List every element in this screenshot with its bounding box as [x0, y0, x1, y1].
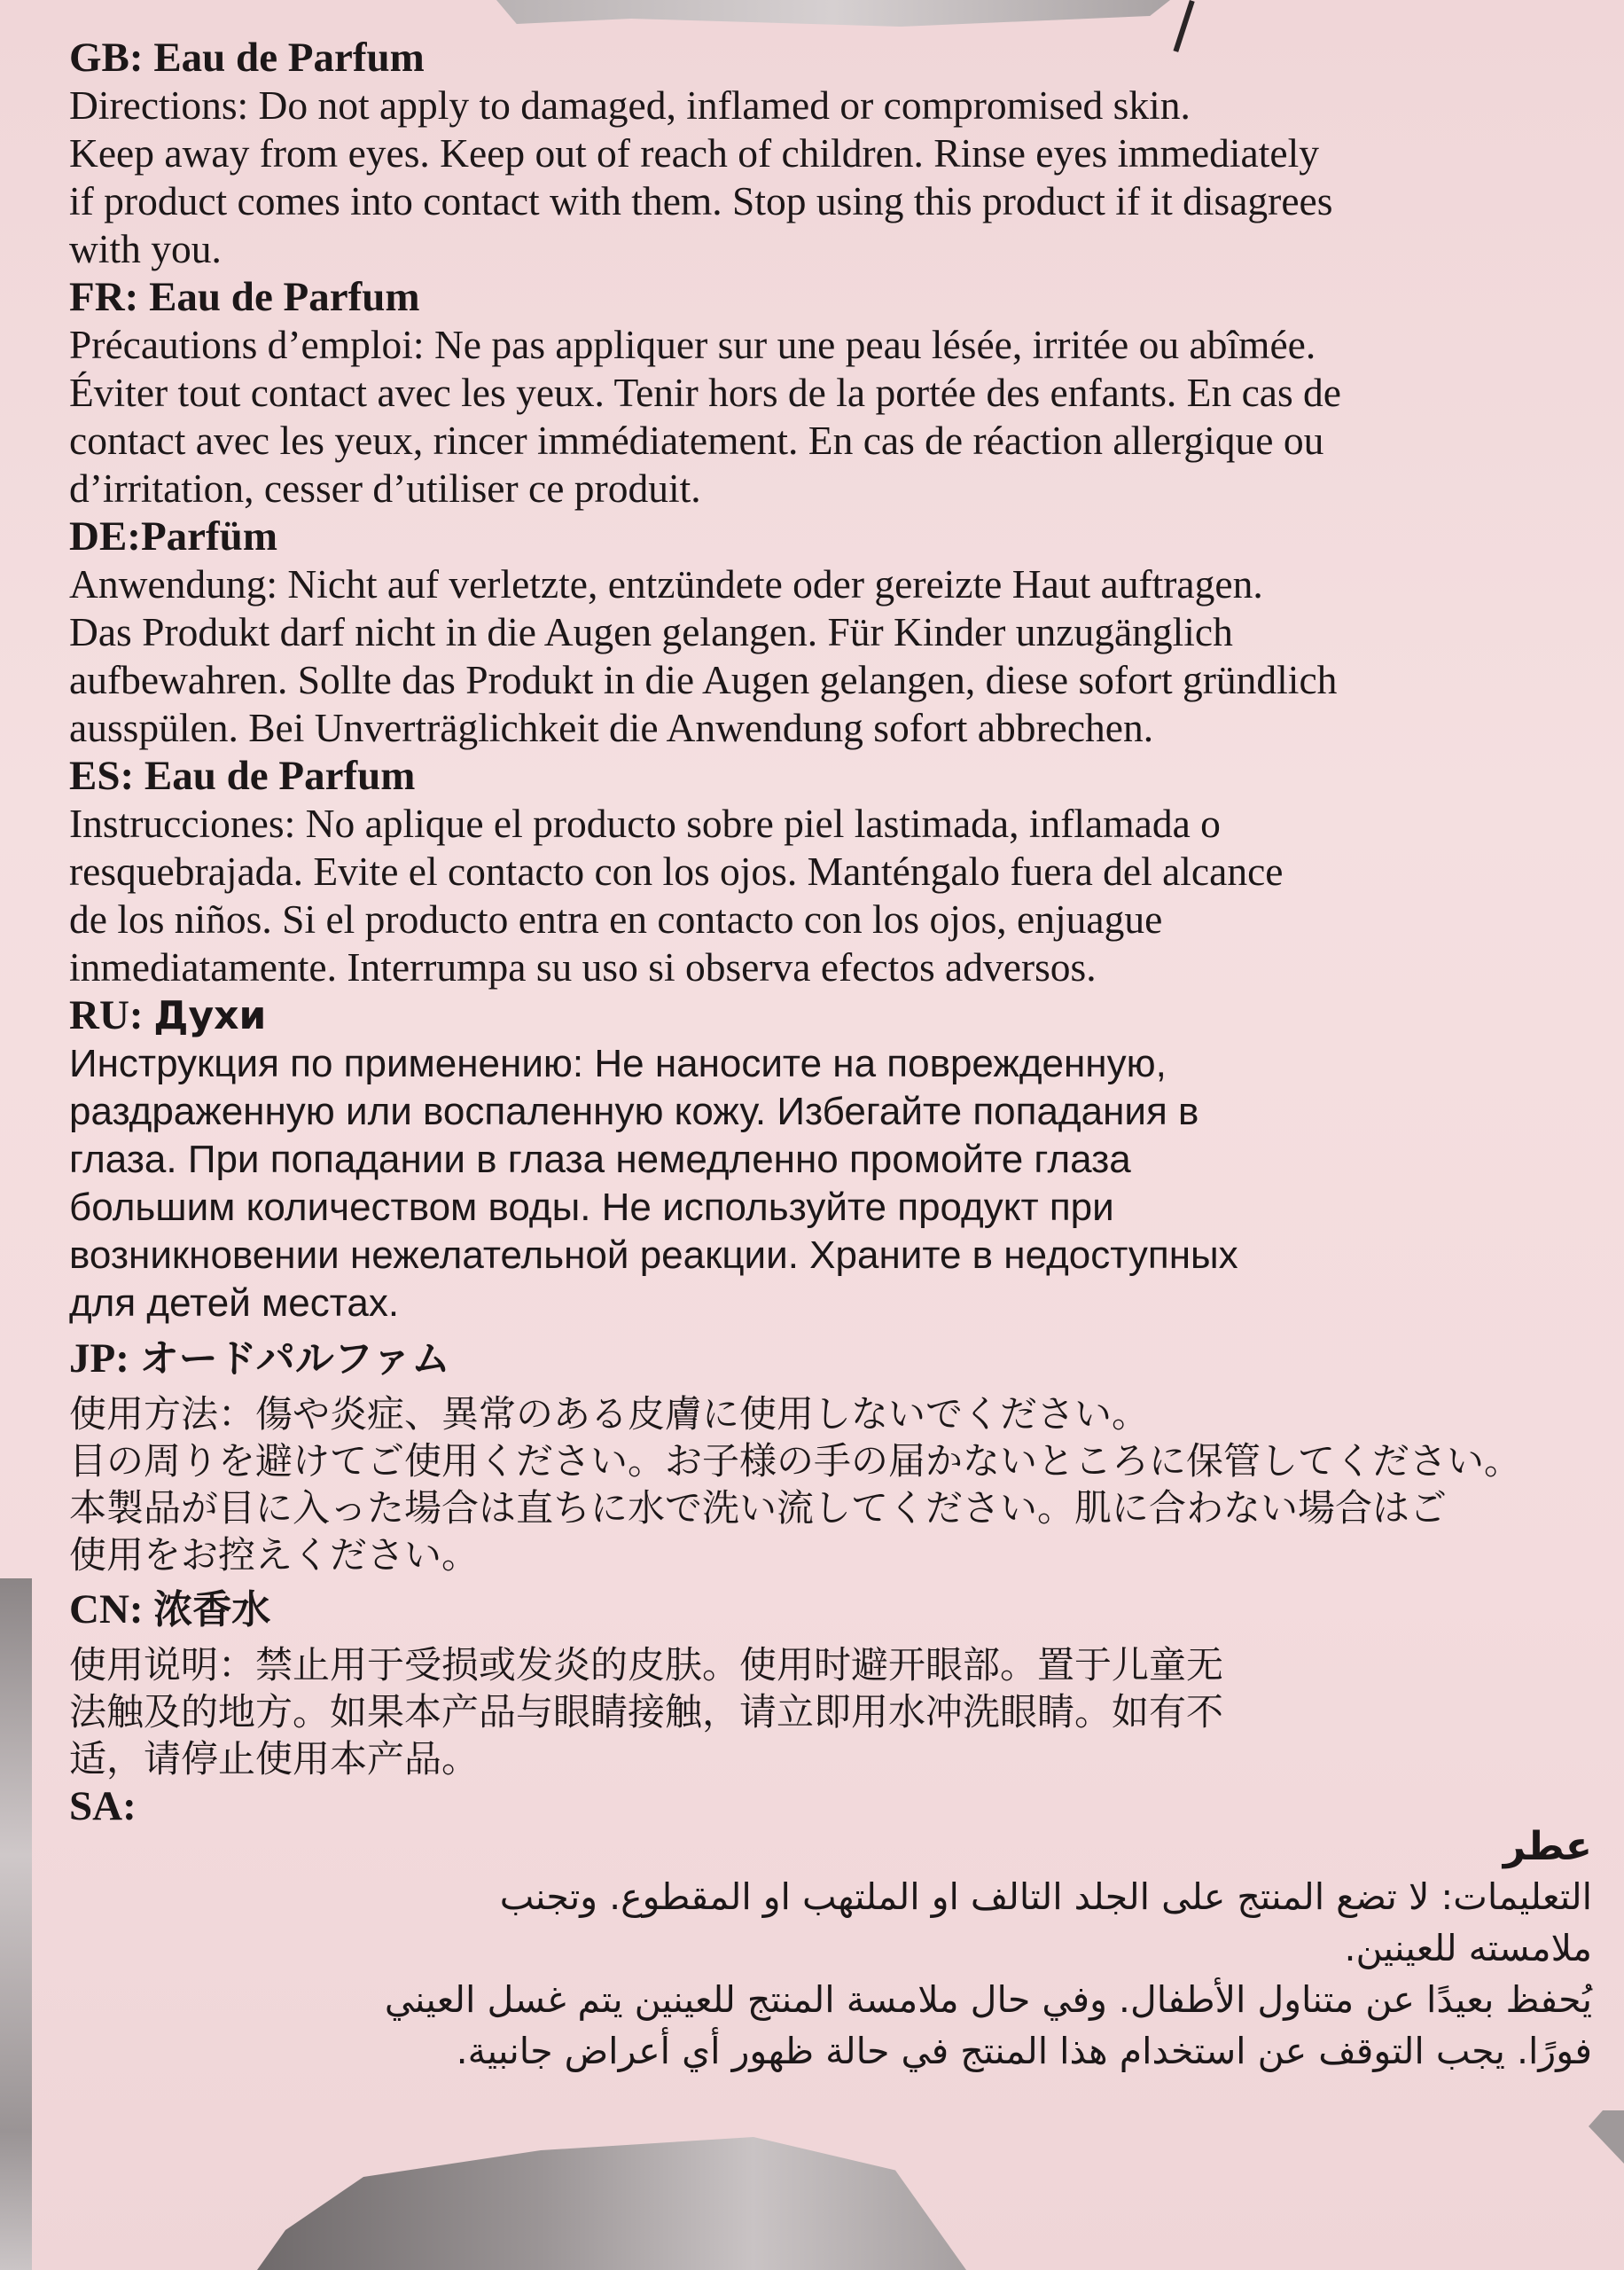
directions-text: Anwendung: Nicht auf verletzte, entzündete oder gereizte Haut auftragen. Das Produkt darf nicht in die Augen gelangen. Für Kinder unzugänglich aufbewahren. Sollte das Produkt in die Augen gelangen, diese sofort gründlich ausspülen. Bei Unverträglichkeit die Anwendung sofort abbrechen.	[69, 561, 1338, 750]
language-code: SA:	[69, 1783, 137, 1829]
directions-text: Инструкция по применению: Не наносите на поврежденную, раздраженную или воспаленную кожу. Избегайте попадания в глаза. При попадании в глаза немедленно промойте глаза большим количеством воды. Не используйте продукт при возникновении нежелательной реакции. Храните в недоступных для детей местах.	[69, 1042, 1238, 1325]
product-name: Parfüm	[140, 513, 277, 560]
product-name: عطر	[1503, 1824, 1592, 1869]
section-de	[69, 513, 1601, 752]
section-cn	[69, 1585, 1601, 1782]
language-code: DE:	[69, 513, 141, 560]
product-name: 浓香水	[153, 1587, 271, 1632]
product-name: Eau de Parfum	[153, 35, 425, 81]
language-code: RU:	[69, 992, 144, 1038]
section-jp	[69, 1335, 1601, 1578]
language-code: GB:	[69, 35, 144, 81]
directions-text: 使用方法：傷や炎症、異常のある皮膚に使用しないでください。 目の周りを避けてご使用ください。お子様の手の届かないところに保管してください。 本製品が目に入った場合は直ちに水で洗い流してください。肌に合わない場合はご 使用をお控えください。	[69, 1392, 1522, 1577]
section-heading	[69, 513, 1601, 560]
section-ru	[69, 991, 1601, 1327]
directions-text: التعليمات: لا تضع المنتج على الجلد التالف او الملتهب او المقطوع. وتجنب ملامسته للعينين. يُحفظ بعيدًا عن متناول الأطفال. وفي حال ملامسة المنتج للعينين يتم غسل العيني فورًا. يجب التوقف عن استخدام هذا المنتج في حالة ظهور أي أعراض جانبية.	[384, 1875, 1592, 2072]
section-heading	[69, 1585, 1601, 1634]
language-code: ES:	[69, 753, 135, 799]
section-sa	[69, 1782, 1601, 2077]
multilingual-directions	[69, 34, 1601, 2077]
section-heading	[69, 273, 1601, 321]
product-name: Eau de Parfum	[144, 753, 416, 799]
section-heading	[69, 991, 1601, 1040]
section-gb	[69, 34, 1601, 273]
section-heading	[69, 752, 1601, 800]
section-es	[69, 752, 1601, 991]
language-code: CN:	[69, 1586, 144, 1632]
directions-text: Précautions d’emploi: Ne pas appliquer sur une peau lésée, irritée ou abîmée. Éviter tout contact avec les yeux. Tenir hors de la portée des enfants. En cas de contact avec les yeux, rincer immédiatement. En cas de réaction allergique ou d’irritation, cesser d’utiliser ce produit.	[69, 322, 1342, 511]
product-name: Духи	[153, 993, 267, 1038]
product-name: Eau de Parfum	[149, 274, 420, 320]
language-code: FR:	[69, 274, 139, 320]
directions-text: Instrucciones: No aplique el producto sobre piel lastimada, inflamada o resquebrajada. Evite el contacto con los ojos. Manténgalo fuera del alcance de los niños. Si el producto entra en contacto con los ojos, enjuague inmediatamente. Interrumpa su uso si observa efectos adversos.	[69, 801, 1284, 990]
directions-text: Directions: Do not apply to damaged, inflamed or compromised skin. Keep away from eyes. Keep out of reach of children. Rinse eyes immediately if product comes into contact with them. Stop using this product if it disagrees with you.	[69, 82, 1333, 271]
directions-text: 使用说明：禁止用于受损或发炎的皮肤。使用时避开眼部。置于儿童无 法触及的地方。如果本产品与眼睛接触，请立即用水冲洗眼睛。如有不 适，请停止使用本产品。	[69, 1643, 1224, 1781]
packaging-edge-left	[0, 1578, 32, 2270]
section-heading	[69, 1335, 1601, 1383]
section-fr	[69, 273, 1601, 513]
language-code: JP:	[69, 1335, 129, 1382]
section-heading	[69, 34, 1601, 82]
product-name: オードパルファム	[139, 1336, 450, 1382]
